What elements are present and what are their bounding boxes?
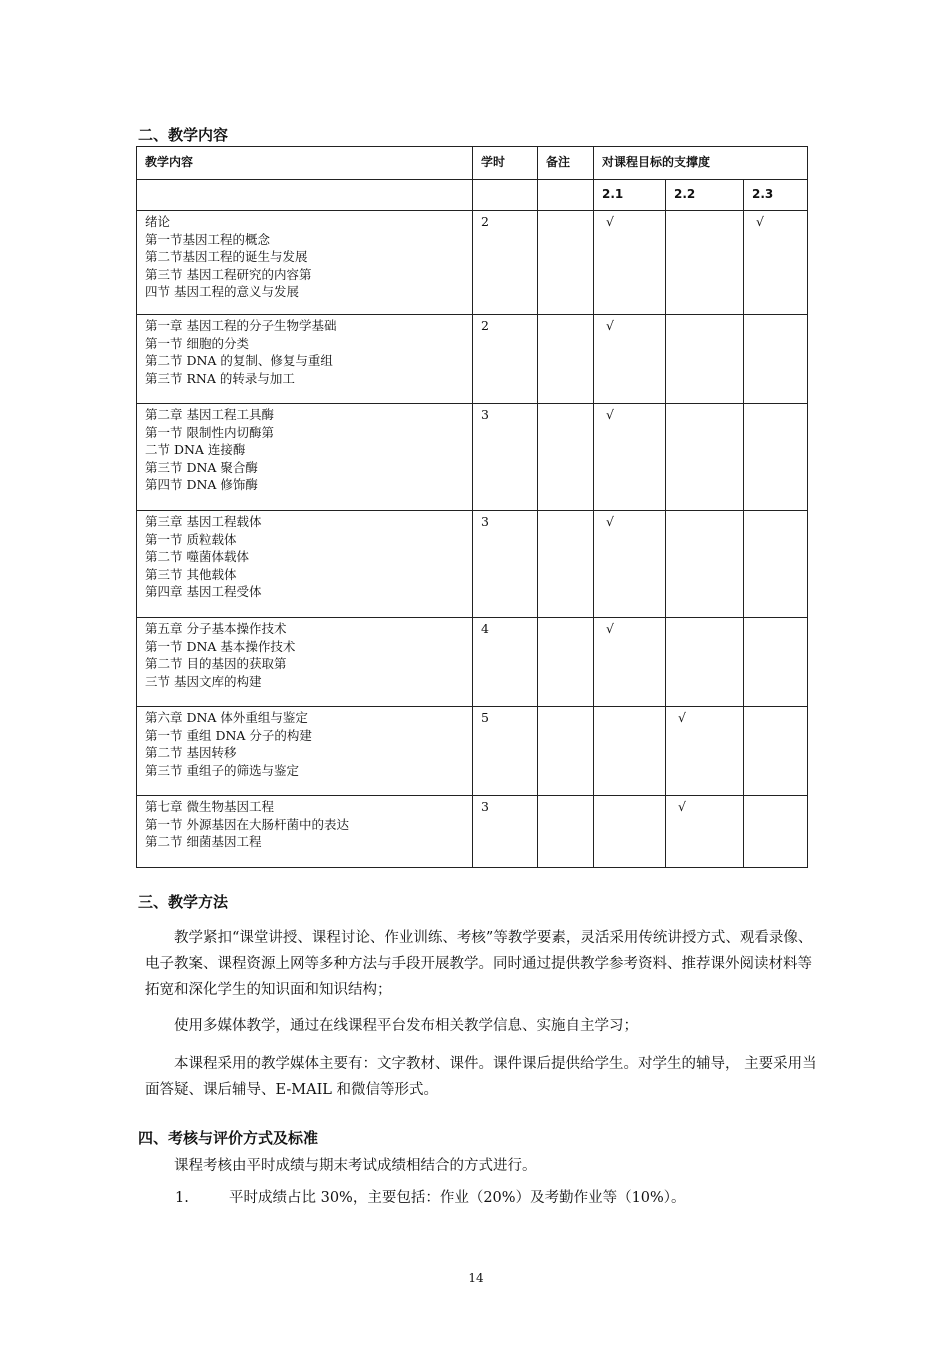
goal-header-2-2: 2.2 [666, 180, 744, 211]
section-heading-teaching-method: 三、教学方法 [138, 893, 229, 911]
content-cell [137, 707, 473, 796]
header-notes: 备注 [538, 147, 594, 180]
hours-cell: 4 [473, 618, 538, 707]
content-line: 第三节 基因工程研究的内容第 [145, 266, 312, 282]
goal-2-1-cell: √ [594, 404, 666, 511]
notes-cell [538, 404, 594, 511]
content-line: 二节 DNA 连接酶 [145, 442, 246, 457]
teaching-content-table [136, 146, 808, 868]
goal-2-3-cell [744, 511, 808, 618]
table-row [137, 315, 808, 404]
content-line: 第五章 分子基本操作技术 [145, 621, 287, 636]
goal-2-3-cell [744, 315, 808, 404]
content-line: 第六章 DNA 体外重组与鉴定 [145, 710, 308, 725]
content-line: 第一节基因工程的概念 [145, 231, 271, 247]
content-line: 第一节 外源基因在大肠杆菌中的表达 [145, 816, 349, 832]
goal-2-3-cell [744, 404, 808, 511]
goal-2-2-cell: √ [666, 796, 744, 868]
assessment-item-1 [175, 1186, 686, 1207]
notes-cell [538, 796, 594, 868]
content-line: 第三章 基因工程载体 [145, 514, 262, 529]
goal-2-2-cell: √ [666, 707, 744, 796]
header-support: 对课程目标的支撑度 [594, 147, 808, 180]
hours-cell: 2 [473, 211, 538, 315]
hours-cell: 3 [473, 404, 538, 511]
goal-2-2-cell [666, 618, 744, 707]
content-line: 第一节 DNA 基本操作技术 [145, 638, 296, 654]
content-line: 第三节 其他载体 [145, 566, 237, 582]
content-line: 第七章 微生物基因工程 [145, 799, 274, 814]
hours-cell: 3 [473, 511, 538, 618]
goal-2-1-cell [594, 796, 666, 868]
content-line: 三节 基因文库的构建 [145, 673, 262, 689]
content-line: 绪论 [145, 214, 171, 229]
header-hours: 学时 [473, 147, 538, 180]
content-line: 第一节 细胞的分类 [145, 335, 249, 351]
content-line: 第一节 限制性内切酶第 [145, 424, 274, 440]
goal-2-3-cell [744, 796, 808, 868]
page-number: 14 [468, 1271, 484, 1285]
content-line: 第三节 DNA 聚合酶 [145, 459, 258, 475]
content-line: 第一章 基因工程的分子生物学基础 [145, 318, 337, 333]
content-line: 第二节 DNA 的复制、修复与重组 [145, 353, 333, 368]
table-subheader-row [137, 180, 808, 211]
content-cell [137, 618, 473, 707]
notes-cell [538, 707, 594, 796]
table-row [137, 618, 808, 707]
content-cell [137, 796, 473, 868]
content-line: 第二节 噬菌体载体 [145, 549, 249, 564]
goal-header-2-3: 2.3 [744, 180, 808, 211]
method-paragraph-3: 本课程采用的教学媒体主要有：文字教材、课件。课件课后提供给学生。对学生的辅导， 主要采用当面答疑、课后辅导、E-MAIL 和微信等形式。 [145, 1056, 817, 1098]
goal-2-2-cell [666, 511, 744, 618]
content-line: 第四节 DNA 修饰酶 [145, 477, 258, 492]
method-paragraph-2: 使用多媒体教学，通过在线课程平台发布相关教学信息、实施自主学习； [174, 1018, 638, 1034]
subheader-empty [538, 180, 594, 211]
goal-2-2-cell [666, 211, 744, 315]
goal-2-1-cell: √ [594, 618, 666, 707]
subheader-empty [137, 180, 473, 211]
content-line: 第一节 质粒载体 [145, 531, 237, 547]
content-line: 第四章 基因工程受体 [145, 584, 262, 599]
content-line: 第二节 基因转移 [145, 745, 237, 760]
goal-2-3-cell [744, 707, 808, 796]
method-paragraph-1: 教学紧扣“课堂讲授、课程讨论、作业训练、考核”等教学要素，灵活采用传统讲授方式、观看录像、电子教案、课程资源上网等多种方法与手段开展教学。同时通过提供教学参考资料、推荐课外阅读材料等拓宽和深化学生的知识面和知识结构； [145, 930, 813, 998]
goal-2-1-cell: √ [594, 511, 666, 618]
content-line: 第二节基因工程的诞生与发展 [145, 249, 308, 264]
content-line: 第二节 目的基因的获取第 [145, 656, 287, 671]
notes-cell [538, 315, 594, 404]
goal-2-2-cell [666, 404, 744, 511]
content-cell [137, 211, 473, 315]
goal-2-3-cell [744, 618, 808, 707]
content-line: 第二章 基因工程工具酶 [145, 407, 274, 422]
section-heading-assessment: 四、考核与评价方式及标准 [138, 1129, 319, 1147]
list-text: 平时成绩占比 30%，主要包括：作业（20%）及考勤作业等（10%）。 [229, 1190, 686, 1206]
goal-2-2-cell [666, 315, 744, 404]
assessment-intro: 课程考核由平时成绩与期末考试成绩相结合的方式进行。 [174, 1158, 537, 1174]
header-content: 教学内容 [137, 147, 473, 180]
section-heading-teaching-content: 二、教学内容 [138, 126, 229, 144]
table-row [137, 707, 808, 796]
content-cell [137, 511, 473, 618]
goal-2-1-cell: √ [594, 315, 666, 404]
content-cell [137, 404, 473, 511]
list-number: 1. [175, 1190, 189, 1206]
hours-cell: 2 [473, 315, 538, 404]
content-cell [137, 315, 473, 404]
table-row [137, 796, 808, 868]
table-row [137, 211, 808, 315]
table-row [137, 511, 808, 618]
hours-cell: 5 [473, 707, 538, 796]
content-line: 四节 基因工程的意义与发展 [145, 284, 299, 299]
goal-2-3-cell: √ [744, 211, 808, 315]
content-line: 第一节 重组 DNA 分子的构建 [145, 727, 312, 743]
table-row [137, 404, 808, 511]
goal-2-1-cell [594, 707, 666, 796]
content-line: 第二节 细菌基因工程 [145, 834, 262, 849]
table-header-row [137, 147, 808, 180]
subheader-empty [473, 180, 538, 211]
notes-cell [538, 511, 594, 618]
goal-2-1-cell: √ [594, 211, 666, 315]
hours-cell: 3 [473, 796, 538, 868]
notes-cell [538, 618, 594, 707]
content-line: 第三节 重组子的筛选与鉴定 [145, 762, 299, 778]
goal-header-2-1: 2.1 [594, 180, 666, 211]
content-line: 第三节 RNA 的转录与加工 [145, 370, 295, 386]
notes-cell [538, 211, 594, 315]
